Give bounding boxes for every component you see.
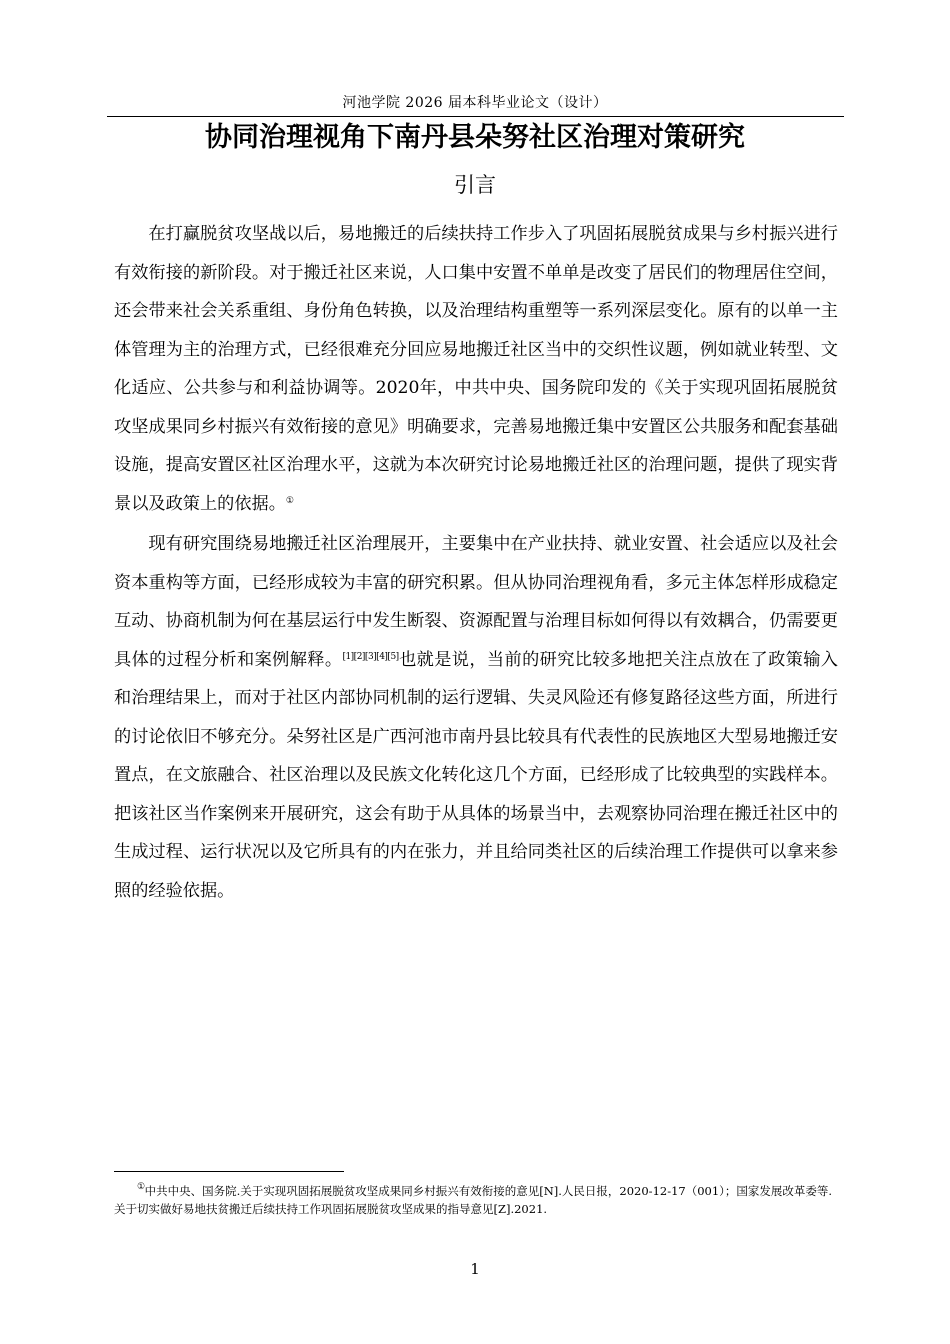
page-number: 1 xyxy=(470,1260,480,1278)
footnote-rule xyxy=(114,1171,344,1172)
footnote-text: 中共中央、国务院.关于实现巩固拓展脱贫攻坚成果同乡村振兴有效衔接的意见[N].人民日报，2020-12-17（001）；国家发展改革委等.关于切实做好易地扶贫搬迁后续扶持工作巩固拓展脱贫攻坚成果的指导意见[Z].2021. xyxy=(114,1184,833,1216)
footnote-marker: ① xyxy=(137,1182,145,1192)
running-header: 河池学院 2026 届本科毕业论文（设计） xyxy=(342,95,608,111)
section-heading: 引言 xyxy=(454,173,496,197)
paragraph-text-tail: 也就是说，当前的研究比较多地把关注点放在了政策输入和治理结果上，而对于社区内部协同机制的运行逻辑、失灵风险还有修复路径这些方面，所进行的讨论依旧不够充分。朵努社区是广西河池市南丹县比较具有代表性的民族地区大型易地搬迁安置点，在文旅融合、社区治理以及民族文化转化这几个方面，已经形成了比较典型的实践样本。把该社区当作案例来开展研究，这会有助于从具体的场景当中，去观察协同治理在搬迁社区中的生成过程、运行状况以及它所具有的内在张力，并且给同类社区的后续治理工作提供可以拿来参照的经验依据。 xyxy=(114,649,838,901)
paragraph-1 xyxy=(114,215,838,523)
paper-title: 协同治理视角下南丹县朵努社区治理对策研究 xyxy=(205,122,745,153)
header-rule xyxy=(107,116,844,117)
footnote xyxy=(114,1182,838,1218)
paragraph-text: 现有研究围绕易地搬迁社区治理展开，主要集中在产业扶持、就业安置、社会适应以及社会资本重构等方面，已经形成较为丰富的研究积累。但从协同治理视角看，多元主体怎样形成稳定互动、协商机制为何在基层运行中发生断裂、资源配置与治理目标如何得以有效耦合，仍需要更具体的过程分析和案例解释。 xyxy=(114,534,838,670)
citation-ref[interactable]: [1][2][3][4][5] xyxy=(342,651,399,662)
paragraph-2 xyxy=(114,525,838,910)
paragraph-text: 在打赢脱贫攻坚战以后，易地搬迁的后续扶持工作步入了巩固拓展脱贫成果与乡村振兴进行有效衔接的新阶段。对于搬迁社区来说，人口集中安置不单单是改变了居民们的物理居住空间，还会带来社会关系重组、身份角色转换，以及治理结构重塑等一系列深层变化。原有的以单一主体管理为主的治理方式，已经很难充分回应易地搬迁社区当中的交织性议题，例如就业转型、文化适应、公共参与和利益协调等。2020年，中共中央、国务院印发的《关于实现巩固拓展脱贫攻坚成果同乡村振兴有效衔接的意见》明确要求，完善易地搬迁集中安置区公共服务和配套基础设施，提高安置区社区治理水平，这就为本次研究讨论易地搬迁社区的治理问题，提供了现实背景以及政策上的依据。 xyxy=(114,224,838,514)
body-text xyxy=(114,215,838,912)
footnote-ref[interactable]: ① xyxy=(285,495,294,506)
